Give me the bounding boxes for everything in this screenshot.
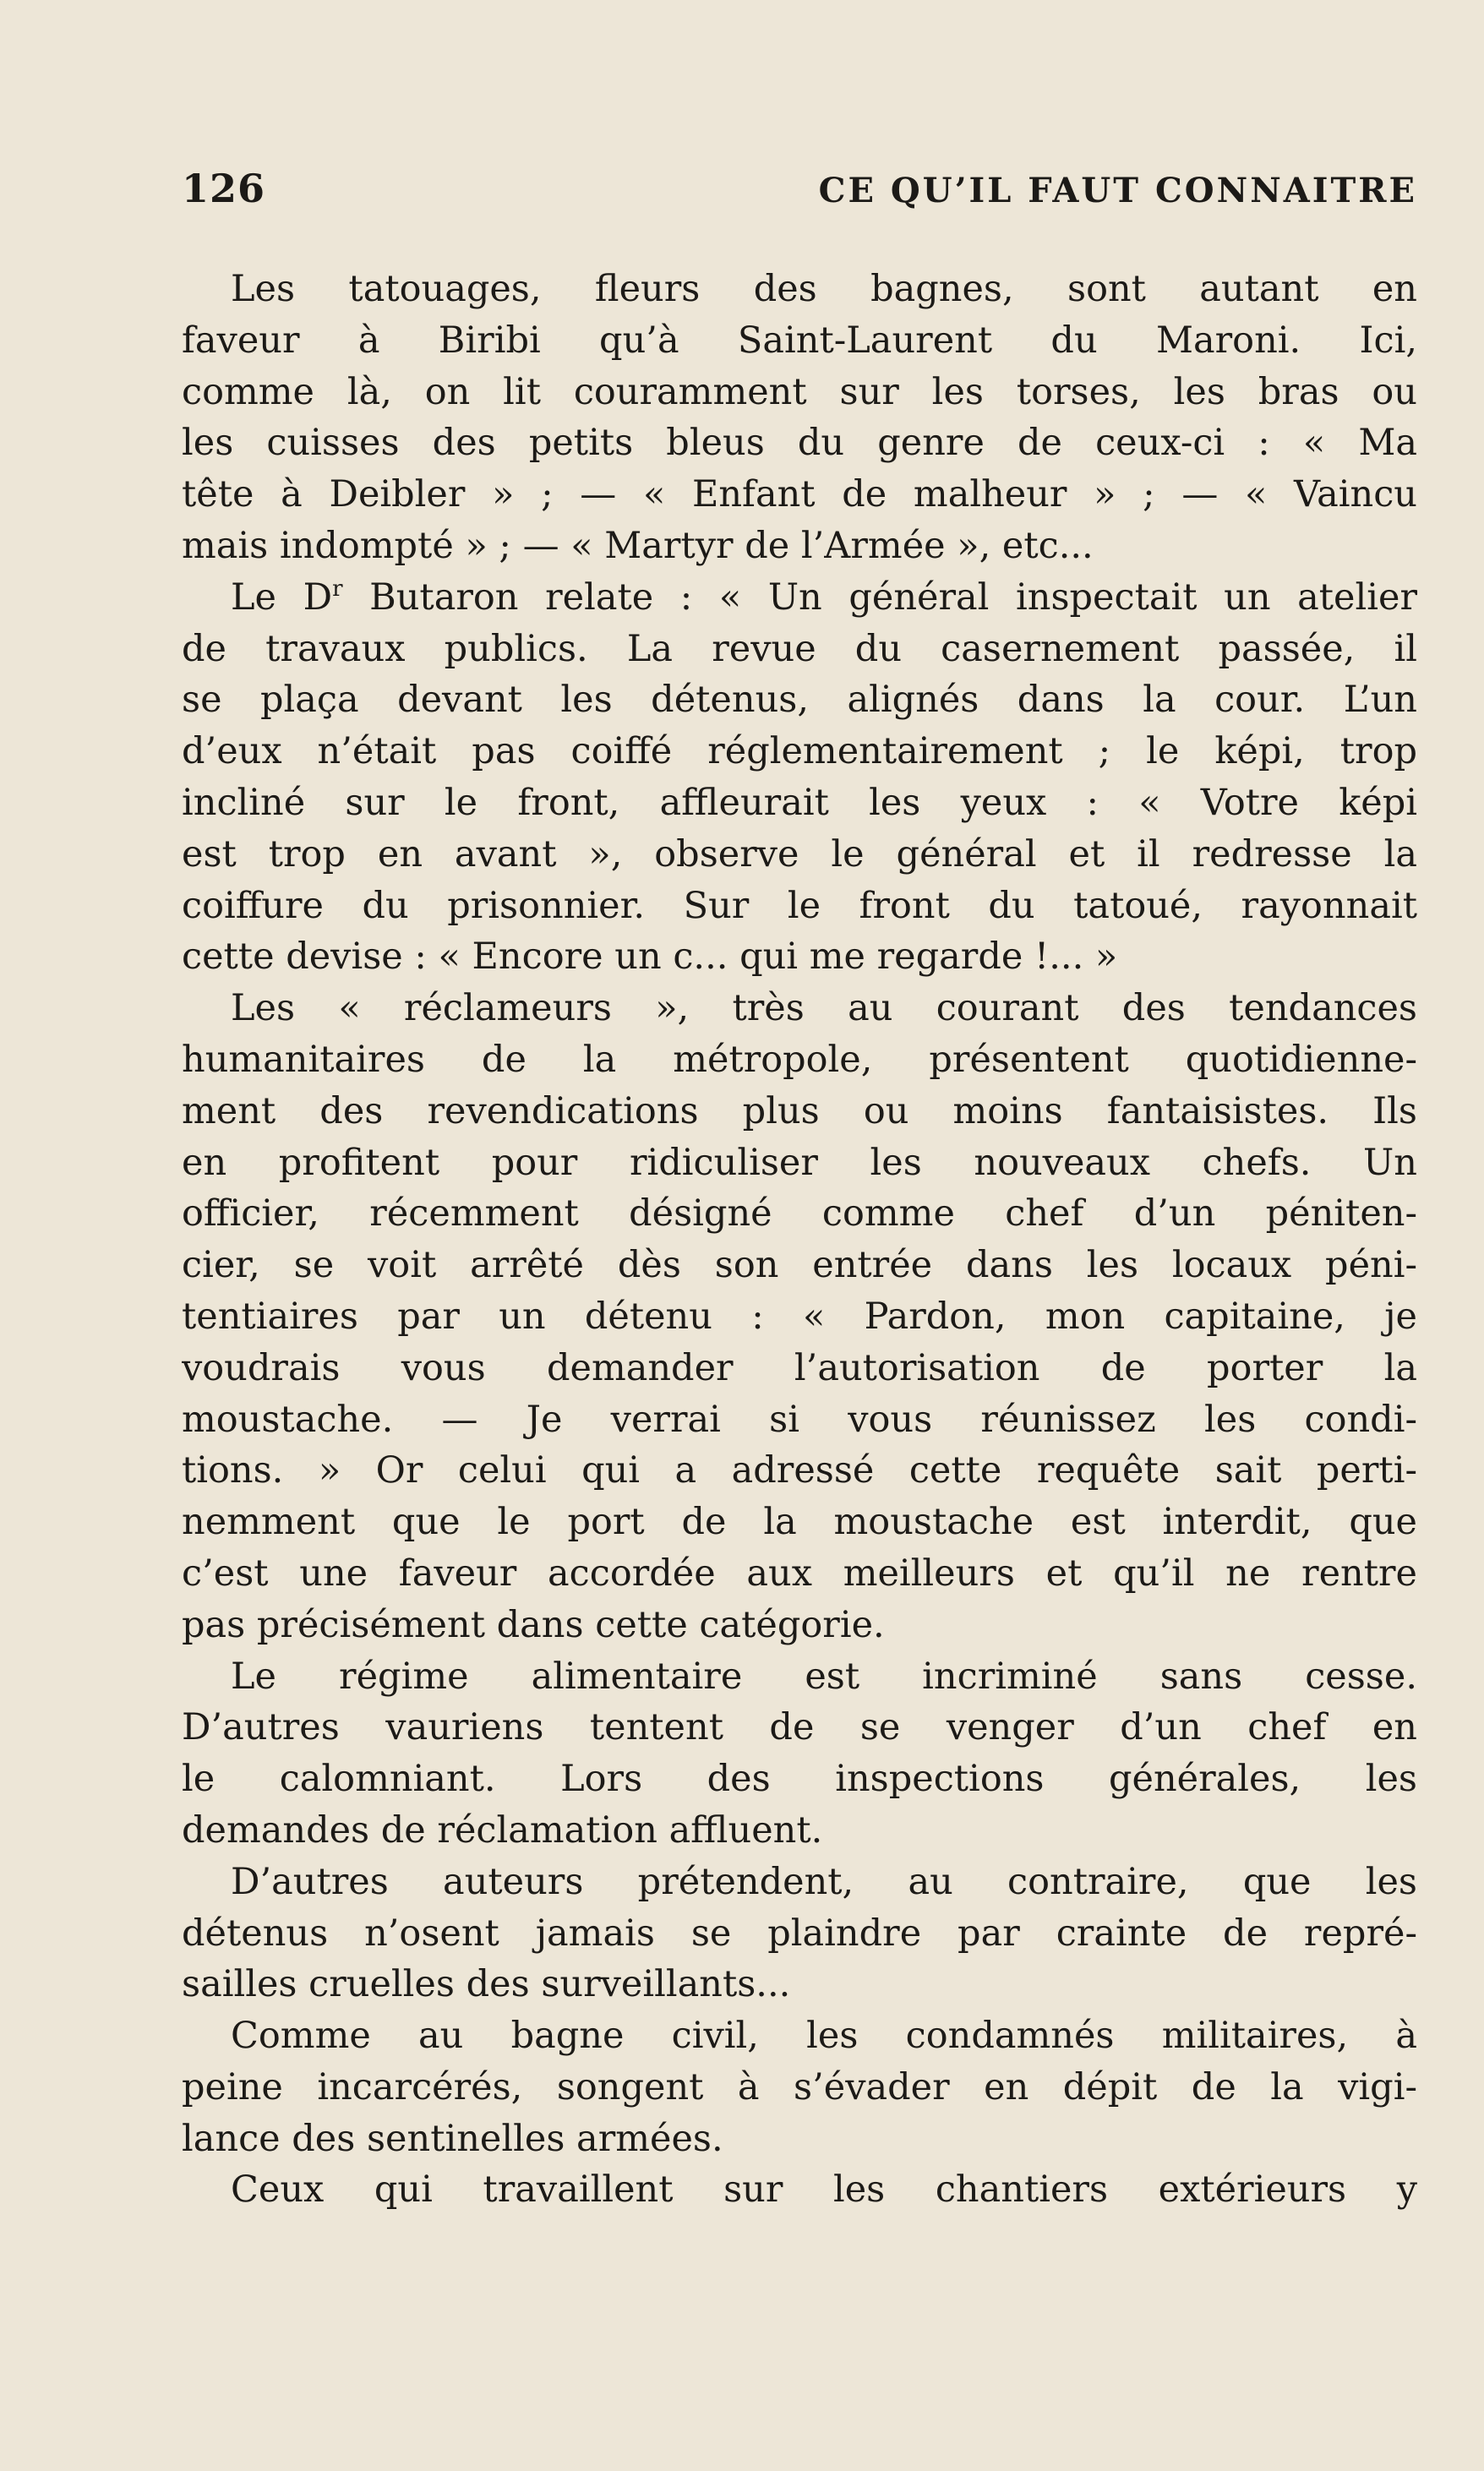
text-line: lance des sentinelles armées. xyxy=(182,2117,723,2160)
text-line: officier, récemment désigné comme chef d’un péniten- xyxy=(182,1192,1417,1236)
text-line: humanitaires de la métropole, présentent quotidienne- xyxy=(182,1038,1417,1081)
text-line: Comme au bagne civil, les condamnés militaires, à xyxy=(231,2015,1417,2058)
text-line: Ceux qui travaillent sur les chantiers extérieurs y xyxy=(231,2168,1417,2212)
text-line xyxy=(182,572,1417,624)
text-line: coiffure du prisonnier. Sur le front du tatoué, rayonnait xyxy=(182,884,1417,927)
text-line: d’eux n’était pas coiffé réglementairement ; le képi, trop xyxy=(182,730,1417,773)
text-line: est trop en avant », observe le général et il redresse la xyxy=(182,832,1417,875)
text-line: se plaça devant les détenus, alignés dans la cour. L’un xyxy=(182,679,1417,722)
text-line: moustache. — Je verrai si vous réunissez les condi- xyxy=(182,1398,1417,1441)
text-line: tête à Deibler » ; — « Enfant de malheur » ; — « Vaincu xyxy=(182,473,1417,516)
text-line: tentiaires par un détenu : « Pardon, mon capitaine, je xyxy=(182,1295,1417,1338)
text-line: incliné sur le front, affleurait les yeux : « Votre képi xyxy=(182,781,1417,824)
text-line: D’autres vauriens tentent de se venger d’un chef en xyxy=(182,1706,1417,1749)
text-line: Les « réclameurs », très au courant des tendances xyxy=(231,987,1417,1030)
text-line: détenus n’osent jamais se plaindre par crainte de repré- xyxy=(182,1912,1417,1955)
text-line: les cuisses des petits bleus du genre de ceux-ci : « Ma xyxy=(182,422,1417,465)
running-title: CE QU’IL FAUT CONNAITRE xyxy=(818,171,1417,210)
text-line: faveur à Biribi qu’à Saint-Laurent du Maroni. Ici, xyxy=(182,319,1417,362)
text-line: cier, se voit arrêté dès son entrée dans les locaux péni- xyxy=(182,1244,1417,1287)
text-line: demandes de réclamation affluent. xyxy=(182,1808,823,1852)
text-line: en profitent pour ridiculiser les nouveaux chefs. Un xyxy=(182,1141,1417,1184)
text-line: tions. » Or celui qui a adressé cette requête sait perti- xyxy=(182,1449,1417,1492)
text-line: voudrais vous demander l’autorisation de porter la xyxy=(182,1346,1417,1389)
page-number: 126 xyxy=(182,166,266,211)
text-line: sailles cruelles des surveillants... xyxy=(182,1963,791,2006)
text-fragment: Le D xyxy=(231,575,333,619)
text-fragment: Butaron relate : « Un général inspectait un atelier xyxy=(342,575,1417,619)
text-line: Le régime alimentaire est incriminé sans cesse. xyxy=(231,1655,1417,1698)
text-line: le calomniant. Lors des inspections générales, les xyxy=(182,1758,1417,1801)
text-line: de travaux publics. La revue du casernement passée, il xyxy=(182,627,1417,670)
text-line: pas précisément dans cette catégorie. xyxy=(182,1603,885,1646)
running-head xyxy=(182,166,1417,216)
text-line: ment des revendications plus ou moins fantaisistes. Ils xyxy=(182,1089,1417,1132)
superscript: r xyxy=(332,575,343,602)
text-line: c’est une faveur accordée aux meilleurs et qu’il ne rentre xyxy=(182,1552,1417,1595)
text-line: peine incarcérés, songent à s’évader en dépit de la vigi- xyxy=(182,2065,1417,2108)
text-line: mais indompté » ; — « Martyr de l’Armée », etc... xyxy=(182,524,1094,567)
text-line: comme là, on lit couramment sur les torses, les bras ou xyxy=(182,370,1417,413)
text-line: D’autres auteurs prétendent, au contraire, que les xyxy=(231,1860,1417,1903)
body-text xyxy=(182,264,1417,2216)
text-line: Les tatouages, fleurs des bagnes, sont autant en xyxy=(231,268,1417,310)
text-line: cette devise : « Encore un c... qui me regarde !... » xyxy=(182,935,1118,979)
text-line: nemment que le port de la moustache est interdit, que xyxy=(182,1501,1417,1544)
